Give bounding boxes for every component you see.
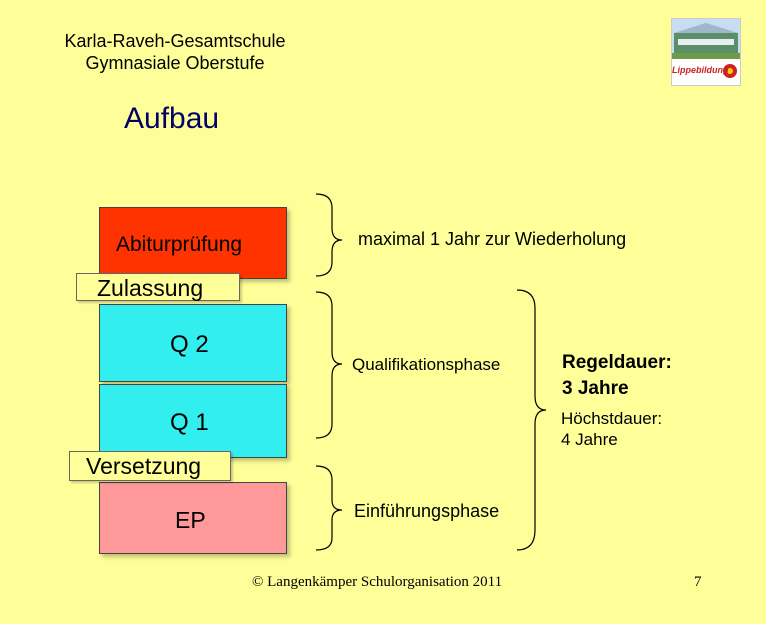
brace-einfuehrung <box>316 466 342 550</box>
regeldauer-line1: Regeldauer: <box>562 352 672 373</box>
einfuehrung-text: Einführungsphase <box>354 501 500 521</box>
hoechstdauer-text <box>561 408 662 450</box>
ep-label: EP <box>175 507 206 533</box>
wiederholung-text: maximal 1 Jahr zur Wiederholung <box>358 229 627 249</box>
qualifikation-text: Qualifikationsphase <box>352 355 501 374</box>
regeldauer-line2: 3 Jahre <box>562 378 629 399</box>
regeldauer-text <box>562 350 672 402</box>
brace-gesamt <box>517 290 546 550</box>
brace-qualifikation <box>316 292 342 438</box>
page-number: 7 <box>694 574 702 590</box>
school-subtitle: Gymnasiale Oberstufe <box>85 53 265 73</box>
q2-label: Q 2 <box>170 331 209 358</box>
q1-label: Q 1 <box>170 409 209 436</box>
abitur-label: Abiturprüfung <box>116 233 243 256</box>
page-title: Aufbau <box>124 102 220 135</box>
hoechstdauer-line1: Höchstdauer: <box>561 409 663 428</box>
school-name: Karla-Raveh-Gesamtschule <box>64 31 286 51</box>
hoechstdauer-line2: 4 Jahre <box>561 430 618 449</box>
versetzung-label: Versetzung <box>69 451 231 481</box>
copyright-footer: © Langenkämper Schulorganisation 2011 <box>252 574 503 590</box>
logo-lettering: Lippebildung <box>672 65 729 75</box>
brace-abitur <box>316 194 342 276</box>
zulassung-label: Zulassung <box>76 273 240 301</box>
